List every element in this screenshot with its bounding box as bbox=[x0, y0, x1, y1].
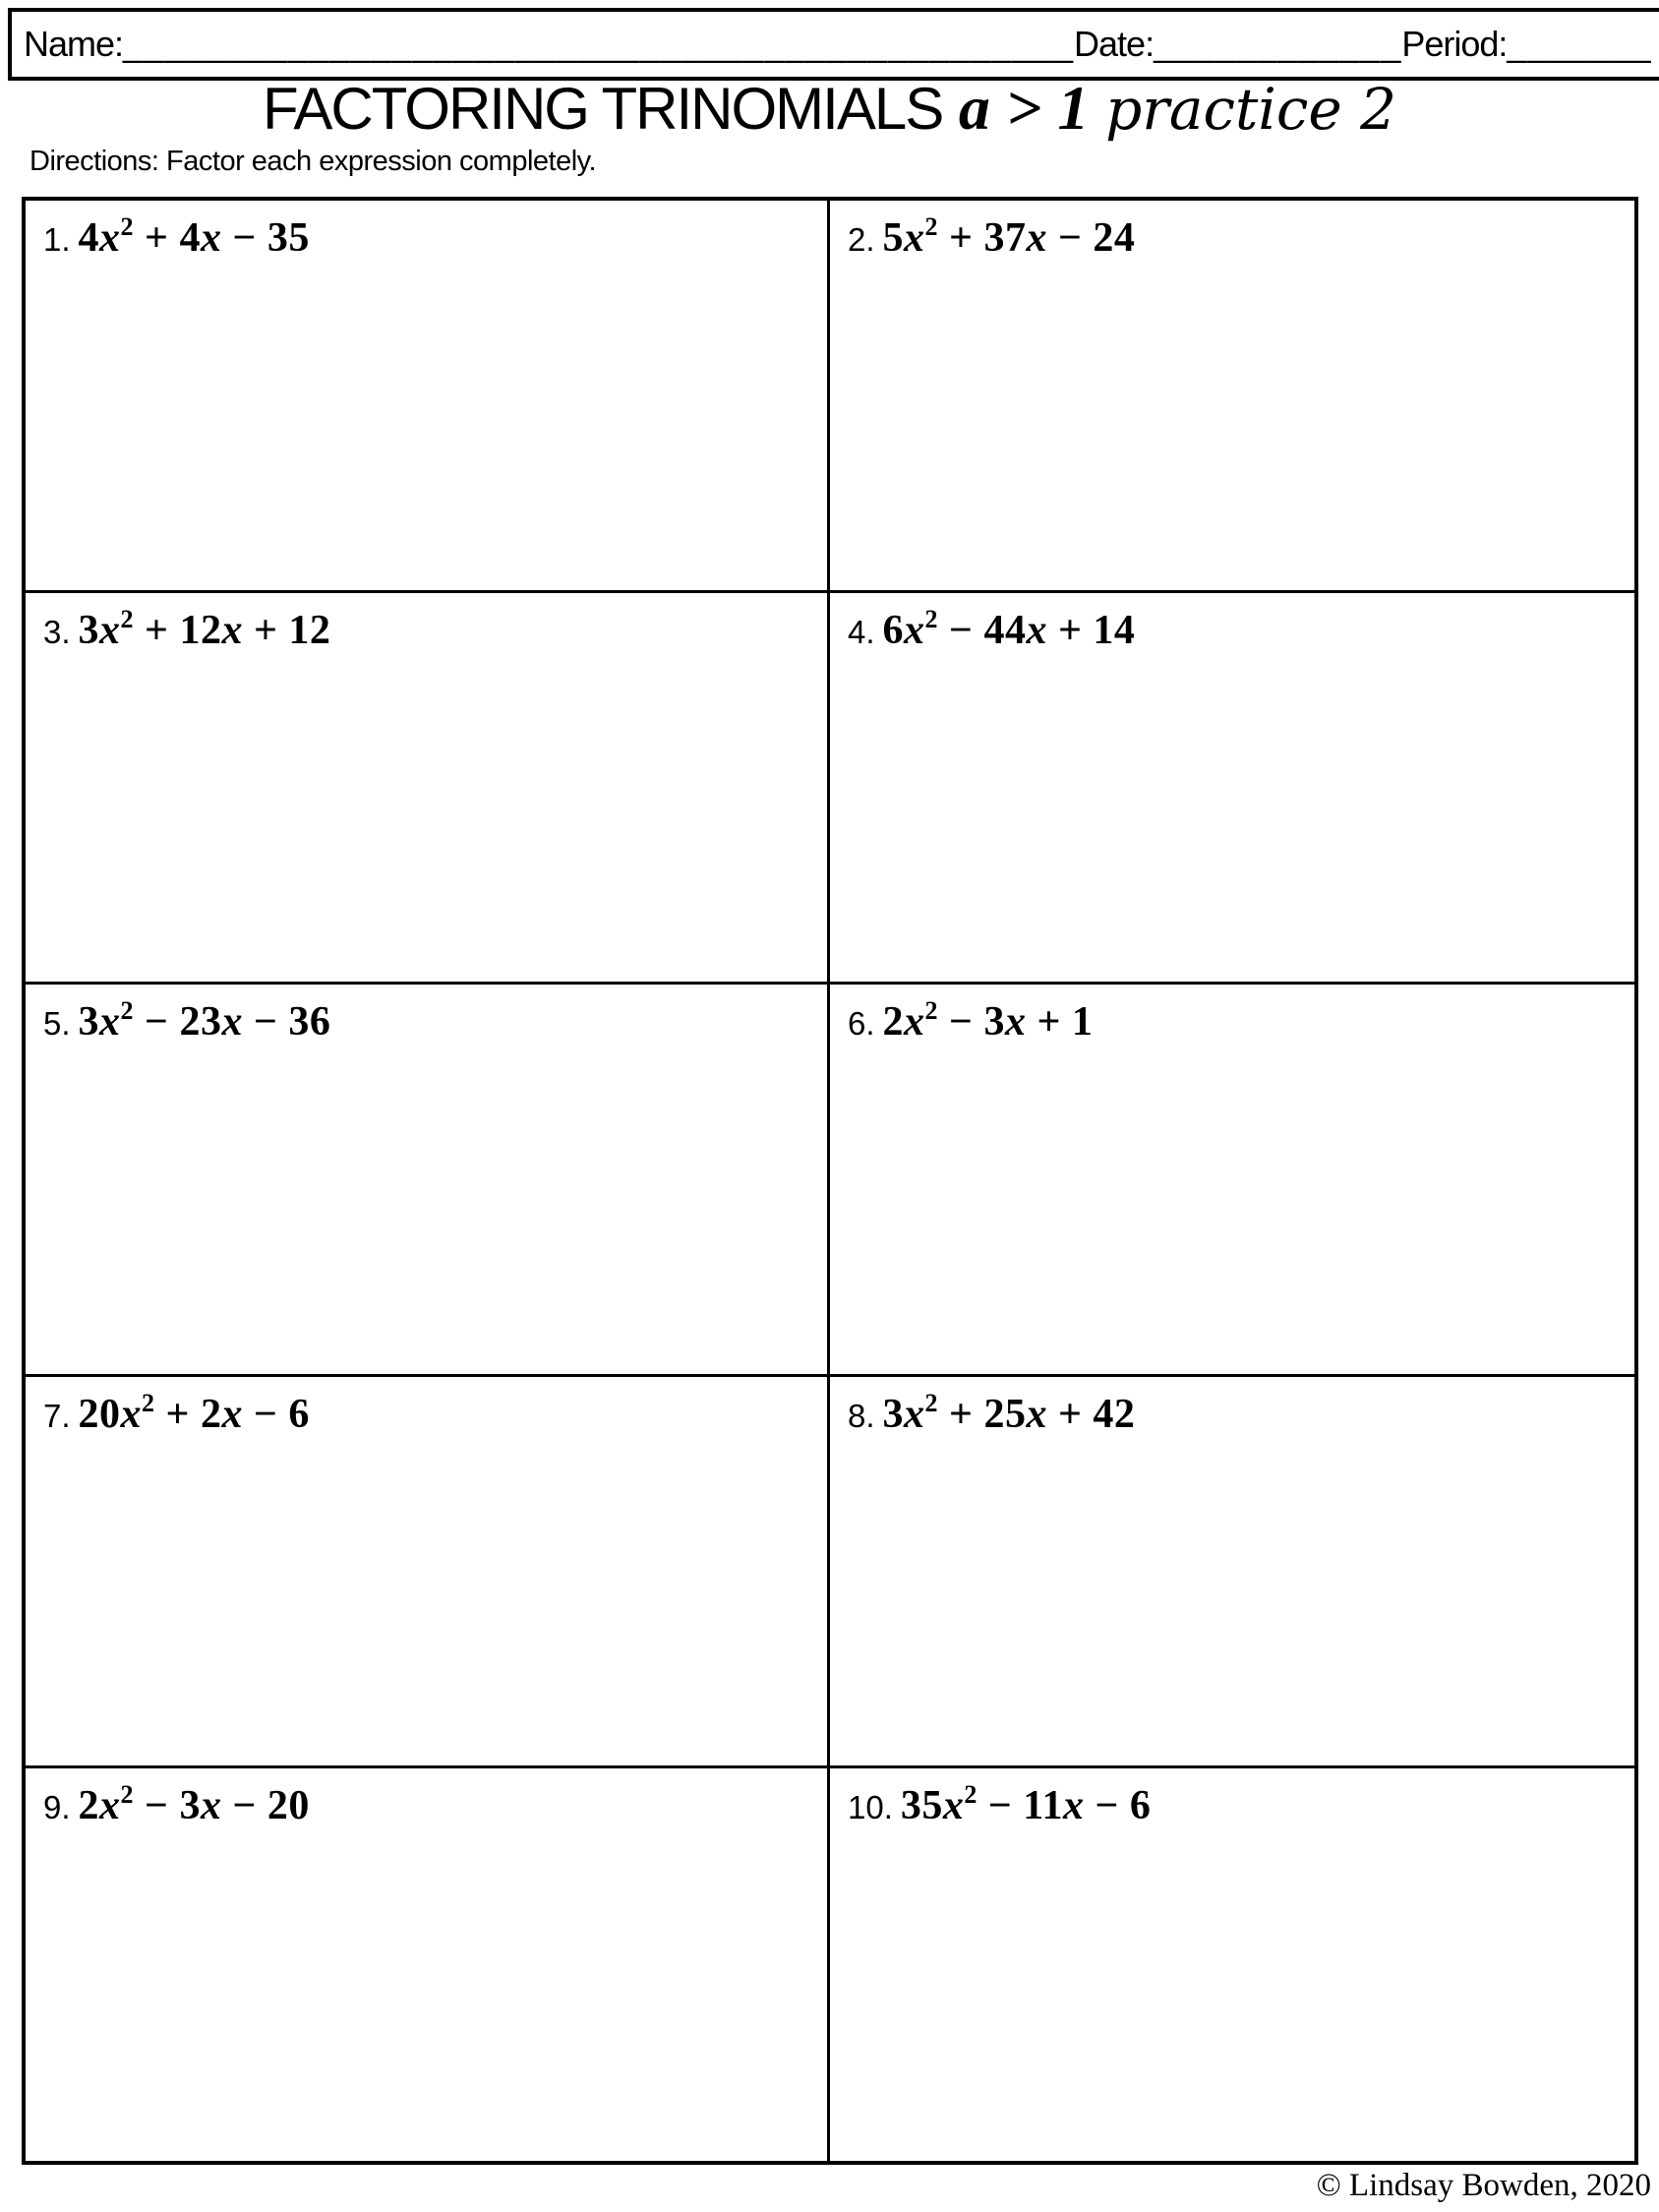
variable: x bbox=[904, 607, 925, 653]
problem-expression bbox=[78, 1780, 310, 1829]
constant-term: − 6 bbox=[1084, 1783, 1152, 1829]
problem-cell-6 bbox=[830, 985, 1634, 1377]
period-label: Period: bbox=[1401, 24, 1508, 64]
variable: x bbox=[904, 1391, 925, 1437]
leading-coefficient: 3 bbox=[882, 1391, 905, 1437]
problem-expression bbox=[882, 604, 1136, 653]
problem-cell-5 bbox=[26, 985, 830, 1377]
leading-coefficient: 20 bbox=[78, 1391, 121, 1437]
exponent: 2 bbox=[120, 604, 135, 633]
leading-coefficient: 3 bbox=[78, 999, 100, 1046]
exponent: 2 bbox=[120, 1780, 135, 1810]
problem-cell-3 bbox=[26, 593, 830, 986]
variable: x bbox=[1063, 1783, 1085, 1829]
middle-term: − 3 bbox=[938, 999, 1005, 1046]
middle-term: − 44 bbox=[938, 607, 1027, 653]
variable: x bbox=[200, 1783, 222, 1829]
exponent: 2 bbox=[924, 212, 939, 241]
constant-term: − 20 bbox=[221, 1783, 310, 1829]
date-label: Date: bbox=[1074, 24, 1155, 64]
variable: x bbox=[99, 999, 121, 1046]
date-blank-line: ____________ bbox=[1154, 24, 1402, 64]
leading-coefficient: 3 bbox=[78, 607, 100, 653]
problem-expression bbox=[882, 996, 1094, 1046]
variable: x bbox=[221, 607, 243, 653]
directions-text: Directions: Factor each expression completely. bbox=[30, 146, 597, 177]
problem-expression bbox=[882, 1388, 1136, 1437]
constant-term: − 35 bbox=[221, 215, 310, 261]
variable: x bbox=[942, 1783, 965, 1829]
middle-term: + 4 bbox=[134, 215, 201, 261]
title-math-condition: a > 1 bbox=[958, 73, 1090, 143]
title-text: FACTORING TRINOMIALS bbox=[263, 76, 943, 142]
middle-term: + 25 bbox=[938, 1391, 1027, 1437]
problem-number: 3. bbox=[43, 613, 71, 650]
variable: x bbox=[904, 215, 925, 261]
constant-term: + 12 bbox=[242, 607, 331, 653]
constant-term: − 36 bbox=[242, 999, 331, 1046]
problem-number: 7. bbox=[43, 1397, 71, 1434]
leading-coefficient: 4 bbox=[78, 215, 100, 261]
variable: x bbox=[221, 999, 243, 1046]
copyright-text: © Lindsay Bowden, 2020 bbox=[1316, 2168, 1651, 2203]
name-label: Name: bbox=[24, 24, 124, 64]
leading-coefficient: 6 bbox=[882, 607, 905, 653]
problem-cell-7 bbox=[26, 1377, 830, 1769]
exponent: 2 bbox=[120, 996, 135, 1026]
problem-expression bbox=[78, 996, 331, 1046]
problem-cell-9 bbox=[26, 1768, 830, 2161]
problem-expression bbox=[78, 604, 331, 653]
variable: x bbox=[1004, 999, 1027, 1046]
leading-coefficient: 5 bbox=[882, 215, 905, 261]
variable: x bbox=[99, 1783, 121, 1829]
problem-number: 9. bbox=[43, 1789, 71, 1826]
variable: x bbox=[120, 1391, 143, 1437]
problem-number: 10. bbox=[848, 1789, 893, 1826]
problems-grid bbox=[22, 197, 1638, 2165]
constant-term: − 6 bbox=[242, 1391, 310, 1437]
name-blank-line: ______________________________________________ bbox=[123, 24, 1075, 64]
variable: x bbox=[904, 999, 925, 1046]
problem-cell-8 bbox=[830, 1377, 1634, 1769]
middle-term: + 37 bbox=[938, 215, 1027, 261]
problem-expression bbox=[78, 212, 310, 261]
exponent: 2 bbox=[924, 996, 939, 1026]
middle-term: + 12 bbox=[134, 607, 222, 653]
exponent: 2 bbox=[142, 1388, 155, 1417]
constant-term: − 24 bbox=[1046, 215, 1136, 261]
problem-cell-10 bbox=[830, 1768, 1634, 2161]
student-info-box bbox=[8, 8, 1659, 81]
middle-term: − 3 bbox=[134, 1783, 201, 1829]
leading-coefficient: 35 bbox=[900, 1783, 943, 1829]
problem-number: 4. bbox=[848, 613, 875, 650]
variable: x bbox=[1026, 215, 1047, 261]
problem-number: 2. bbox=[848, 221, 875, 258]
variable: x bbox=[1026, 1391, 1047, 1437]
period-blank-line: _______ bbox=[1507, 24, 1652, 64]
constant-term: + 42 bbox=[1046, 1391, 1136, 1437]
page-title bbox=[0, 73, 1659, 145]
middle-term: − 23 bbox=[134, 999, 222, 1046]
constant-term: + 14 bbox=[1046, 607, 1136, 653]
problem-expression bbox=[78, 1388, 310, 1437]
middle-term: − 11 bbox=[977, 1783, 1063, 1829]
variable: x bbox=[221, 1391, 243, 1437]
variable: x bbox=[1026, 607, 1047, 653]
variable: x bbox=[99, 215, 121, 261]
problem-expression bbox=[900, 1780, 1152, 1829]
exponent: 2 bbox=[924, 1388, 939, 1417]
problem-expression bbox=[882, 212, 1136, 261]
problem-number: 6. bbox=[848, 1005, 875, 1043]
problem-number: 1. bbox=[43, 221, 71, 258]
problem-cell-1 bbox=[26, 201, 830, 593]
variable: x bbox=[200, 215, 222, 261]
constant-term: + 1 bbox=[1026, 999, 1094, 1046]
problem-cell-2 bbox=[830, 201, 1634, 593]
exponent: 2 bbox=[964, 1780, 978, 1810]
middle-term: + 2 bbox=[154, 1391, 222, 1437]
leading-coefficient: 2 bbox=[882, 999, 905, 1046]
title-practice-label: practice 2 bbox=[1105, 76, 1396, 143]
exponent: 2 bbox=[120, 212, 135, 241]
exponent: 2 bbox=[924, 604, 939, 633]
problem-number: 5. bbox=[43, 1005, 71, 1043]
problem-number: 8. bbox=[848, 1397, 875, 1434]
leading-coefficient: 2 bbox=[78, 1783, 100, 1829]
problem-cell-4 bbox=[830, 593, 1634, 986]
variable: x bbox=[99, 607, 121, 653]
